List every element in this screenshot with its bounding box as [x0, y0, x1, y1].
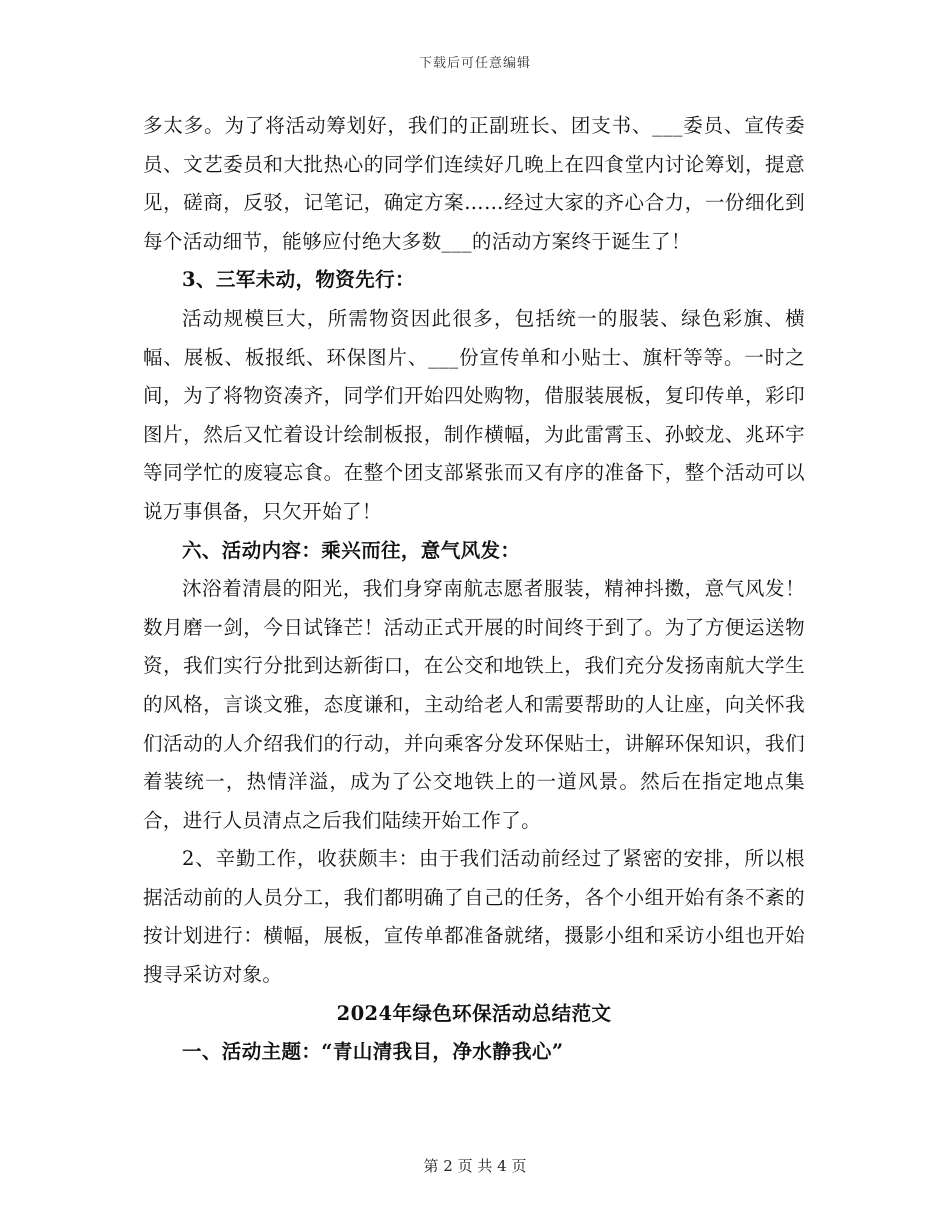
page-number: 第 2 页 共 4 页 — [423, 1157, 527, 1175]
document-body — [143, 107, 805, 1072]
heading-materials: 3、三军未动，物资先行： — [182, 268, 415, 292]
page-header: 下载后可任意编辑 — [418, 56, 531, 71]
document-title: 2024年绿色环保活动总结范文 — [336, 1001, 612, 1025]
paragraph-hard-work: 2、辛勤工作，收获颇丰：由于我们活动前经过了紧密的安排，所以根据活动前的人员分工，我们都明确了自己的任务，各个小组开始有条不紊的按计划进行：横幅，展板，宣传单都准备就绪，摄影小组和采访小组也开始搜寻采访对象。 — [143, 847, 805, 987]
paragraph-planning: 多太多。为了将活动筹划好，我们的正副班长、团支书、___委员、宣传委员、文艺委员和大批热心的同学们连续好几晚上在四食堂内讨论筹划，提意见，磋商，反驳，记笔记，确定方案……经过大家的齐心合力，一份细化到每个活动细节，能够应付绝大多数___的活动方案终于诞生了！ — [143, 114, 805, 253]
paragraph-materials: 活动规模巨大，所需物资因此很多，包括统一的服装、绿色彩旗、横幅、展板、板报纸、环保图片、___份宣传单和小贴士、旗杆等等。一时之间，为了将物资凑齐，同学们开始四处购物，借服装展板，复印传单，彩印图片，然后又忙着设计绘制板报，制作横幅，为此雷霄玉、孙蛟龙、兆环宇等同学忙的废寝忘食。在整个团支部紧张而又有序的准备下，整个活动可以说万事俱备，只欠开始了！ — [143, 306, 805, 523]
paragraph-activity-start: 沐浴着清晨的阳光，我们身穿南航志愿者服装，精神抖擞，意气风发！数月磨一剑，今日试锋芒！活动正式开展的时间终于到了。为了方便运送物资，我们实行分批到达新街口，在公交和地铁上，我们充分发扬南航大学生的风格，言谈文雅，态度谦和，主动给老人和需要帮助的人让座，向关怀我们活动的人介绍我们的行动，并向乘客分发环保贴士，讲解环保知识，我们着装统一，热情洋溢，成为了公交地铁上的一道风景。然后在指定地点集合，进行人员清点之后我们陆续开始工作了。 — [143, 577, 805, 832]
heading-activity-content: 六、活动内容：乘兴而往，意气风发： — [182, 538, 521, 562]
heading-activity-theme: 一、活动主题：“青山清我目，净水静我心” — [182, 1040, 564, 1064]
